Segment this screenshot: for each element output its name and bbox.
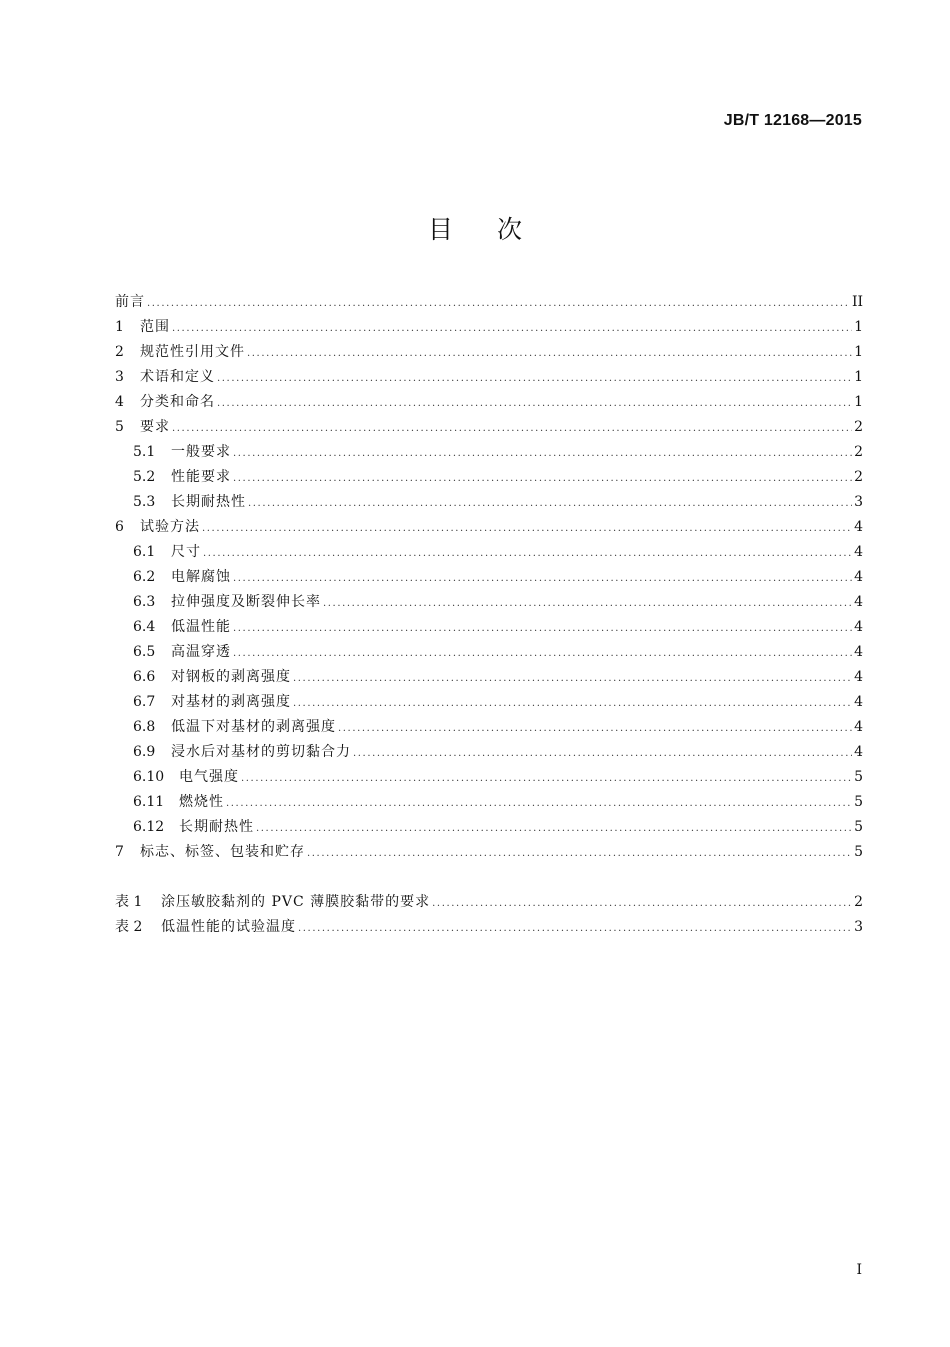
toc-entry-number: 6.6 <box>133 669 156 685</box>
toc-entry-title: 术语和定义 <box>140 369 215 385</box>
toc-leader-dots <box>233 466 852 491</box>
toc-leader-dots <box>256 816 852 841</box>
toc-entry-number: 6.10 <box>133 769 165 785</box>
toc-entry[interactable] <box>115 715 863 740</box>
toc-entry-title: 范围 <box>140 319 170 335</box>
toc-entry-page: 4 <box>854 594 863 610</box>
toc-entry[interactable] <box>115 590 863 615</box>
toc-leader-dots <box>307 841 852 866</box>
toc-leader-dots <box>353 741 852 766</box>
toc-title-left: 目 <box>427 215 453 244</box>
toc-entry[interactable] <box>115 415 863 440</box>
toc-entry-page: II <box>851 294 863 310</box>
toc-leader-dots <box>432 891 852 916</box>
toc-leader-dots <box>217 391 852 416</box>
toc-entry[interactable] <box>115 315 863 340</box>
toc-entry[interactable] <box>115 340 863 365</box>
toc-entry[interactable] <box>115 640 863 665</box>
toc-entry-number: 5.1 <box>133 444 156 460</box>
toc-entry[interactable] <box>115 540 863 565</box>
toc-entry-page: 1 <box>854 319 863 335</box>
toc-entry[interactable] <box>115 515 863 540</box>
toc-entry-page: 4 <box>854 544 863 560</box>
toc-entry-page: 4 <box>854 569 863 585</box>
toc-entry-number: 4 <box>115 394 124 410</box>
toc-entry-title: 尺寸 <box>171 544 201 560</box>
page-number: I <box>856 1262 862 1278</box>
toc-entry[interactable] <box>115 765 863 790</box>
toc-entry[interactable] <box>115 665 863 690</box>
toc-entry-page: 2 <box>854 894 863 910</box>
toc-entry-title: 燃烧性 <box>179 794 224 810</box>
toc-entry-page: 2 <box>854 444 863 460</box>
toc-leader-dots <box>233 441 852 466</box>
toc-entry-title: 长期耐热性 <box>179 819 254 835</box>
toc-entry-number: 6.8 <box>133 719 156 735</box>
toc-entry-title: 试验方法 <box>140 519 200 535</box>
toc-entry[interactable] <box>115 490 863 515</box>
toc-entry-number: 6.1 <box>133 544 156 560</box>
toc-entry-number: 6.3 <box>133 594 156 610</box>
toc-entry-page: 4 <box>854 694 863 710</box>
toc-leader-dots <box>203 541 852 566</box>
toc-entry-number: 6.12 <box>133 819 165 835</box>
toc-entry-title: 一般要求 <box>171 444 231 460</box>
toc-entry-page: 3 <box>854 919 863 935</box>
toc-entry-number: 6.7 <box>133 694 156 710</box>
toc-entry-page: 4 <box>854 619 863 635</box>
toc-entry[interactable] <box>115 890 863 915</box>
toc-entry-number: 6.4 <box>133 619 156 635</box>
toc-leader-dots <box>338 716 852 741</box>
toc-entry-title: 前言 <box>115 294 145 310</box>
toc-entry-page: 1 <box>854 369 863 385</box>
toc-entry-title: 要求 <box>140 419 170 435</box>
toc-entry[interactable] <box>115 390 863 415</box>
toc-entry-number: 5.2 <box>133 469 156 485</box>
toc-leader-dots <box>241 766 852 791</box>
toc-entry-page: 1 <box>854 344 863 360</box>
toc-entry-number: 3 <box>115 369 124 385</box>
toc-entry-page: 5 <box>854 794 863 810</box>
toc-entry[interactable] <box>115 740 863 765</box>
toc-entry[interactable] <box>115 565 863 590</box>
toc-leader-dots <box>293 691 852 716</box>
toc-entry-title: 浸水后对基材的剪切黏合力 <box>171 744 351 760</box>
toc-entry-page: 4 <box>854 519 863 535</box>
toc-entry[interactable] <box>115 815 863 840</box>
toc-entry-title: 长期耐热性 <box>171 494 246 510</box>
toc-entry-number: 6.2 <box>133 569 156 585</box>
toc-entry-title: 电解腐蚀 <box>171 569 231 585</box>
toc-entry-page: 2 <box>854 469 863 485</box>
toc-entry-number: 表 2 <box>115 919 143 935</box>
toc-leader-dots <box>293 666 852 691</box>
toc-entry-page: 3 <box>854 494 863 510</box>
toc-entry[interactable] <box>115 790 863 815</box>
toc-entry-title: 涂压敏胶黏剂的 PVC 薄膜胶黏带的要求 <box>161 894 431 910</box>
toc-entry-number: 6.5 <box>133 644 156 660</box>
table-of-contents <box>115 290 863 940</box>
toc-entry-title: 电气强度 <box>179 769 239 785</box>
toc-entry[interactable] <box>115 365 863 390</box>
toc-entry-number: 5.3 <box>133 494 156 510</box>
toc-leader-dots <box>147 291 850 316</box>
toc-entry-title: 规范性引用文件 <box>140 344 245 360</box>
standard-code: JB/T 12168—2015 <box>723 112 862 129</box>
toc-leader-dots <box>233 641 852 666</box>
toc-leader-dots <box>298 916 852 941</box>
toc-entry-page: 4 <box>854 719 863 735</box>
toc-entry-page: 5 <box>854 819 863 835</box>
toc-entry-page: 5 <box>854 769 863 785</box>
toc-leader-dots <box>172 416 852 441</box>
toc-entry-title: 低温性能 <box>171 619 231 635</box>
toc-entry-number: 6.11 <box>133 794 165 810</box>
toc-leader-dots <box>247 341 852 366</box>
toc-entry-title: 低温下对基材的剥离强度 <box>171 719 336 735</box>
toc-entry[interactable] <box>115 440 863 465</box>
toc-entry[interactable] <box>115 465 863 490</box>
toc-leader-dots <box>248 491 852 516</box>
toc-entry-title: 对基材的剥离强度 <box>171 694 291 710</box>
toc-leader-dots <box>323 591 852 616</box>
toc-entry-page: 1 <box>854 394 863 410</box>
toc-entry-number: 5 <box>115 419 124 435</box>
toc-entry-title: 拉伸强度及断裂伸长率 <box>171 594 321 610</box>
toc-entry[interactable] <box>115 690 863 715</box>
toc-entry-number: 7 <box>115 844 124 860</box>
toc-entry-page: 5 <box>854 844 863 860</box>
toc-entry-title: 分类和命名 <box>140 394 215 410</box>
toc-entry-number: 1 <box>115 319 124 335</box>
toc-entry-page: 4 <box>854 644 863 660</box>
toc-entry-number: 2 <box>115 344 124 360</box>
toc-leader-dots <box>202 516 852 541</box>
toc-entry[interactable] <box>115 615 863 640</box>
toc-entry-page: 4 <box>854 744 863 760</box>
toc-entry-title: 对钢板的剥离强度 <box>171 669 291 685</box>
toc-entry-title: 性能要求 <box>171 469 231 485</box>
toc-entry-title: 低温性能的试验温度 <box>161 919 296 935</box>
toc-entry-number: 6 <box>115 519 124 535</box>
toc-entry-page: 2 <box>854 419 863 435</box>
toc-tables <box>115 890 863 940</box>
toc-leader-dots <box>217 366 852 391</box>
toc-entry[interactable] <box>115 915 863 940</box>
toc-entry-title: 标志、标签、包装和贮存 <box>140 844 305 860</box>
toc-entry-page: 4 <box>854 669 863 685</box>
toc-title <box>0 210 950 246</box>
toc-leader-dots <box>172 316 852 341</box>
toc-entry-title: 高温穿透 <box>171 644 231 660</box>
toc-entry[interactable] <box>115 840 863 865</box>
toc-leader-dots <box>226 791 852 816</box>
toc-entries <box>115 290 863 865</box>
toc-entry[interactable] <box>115 290 863 315</box>
toc-entry-number: 表 1 <box>115 894 143 910</box>
toc-leader-dots <box>233 566 852 591</box>
toc-leader-dots <box>233 616 852 641</box>
toc-entry-number: 6.9 <box>133 744 156 760</box>
toc-title-right: 次 <box>497 215 523 244</box>
